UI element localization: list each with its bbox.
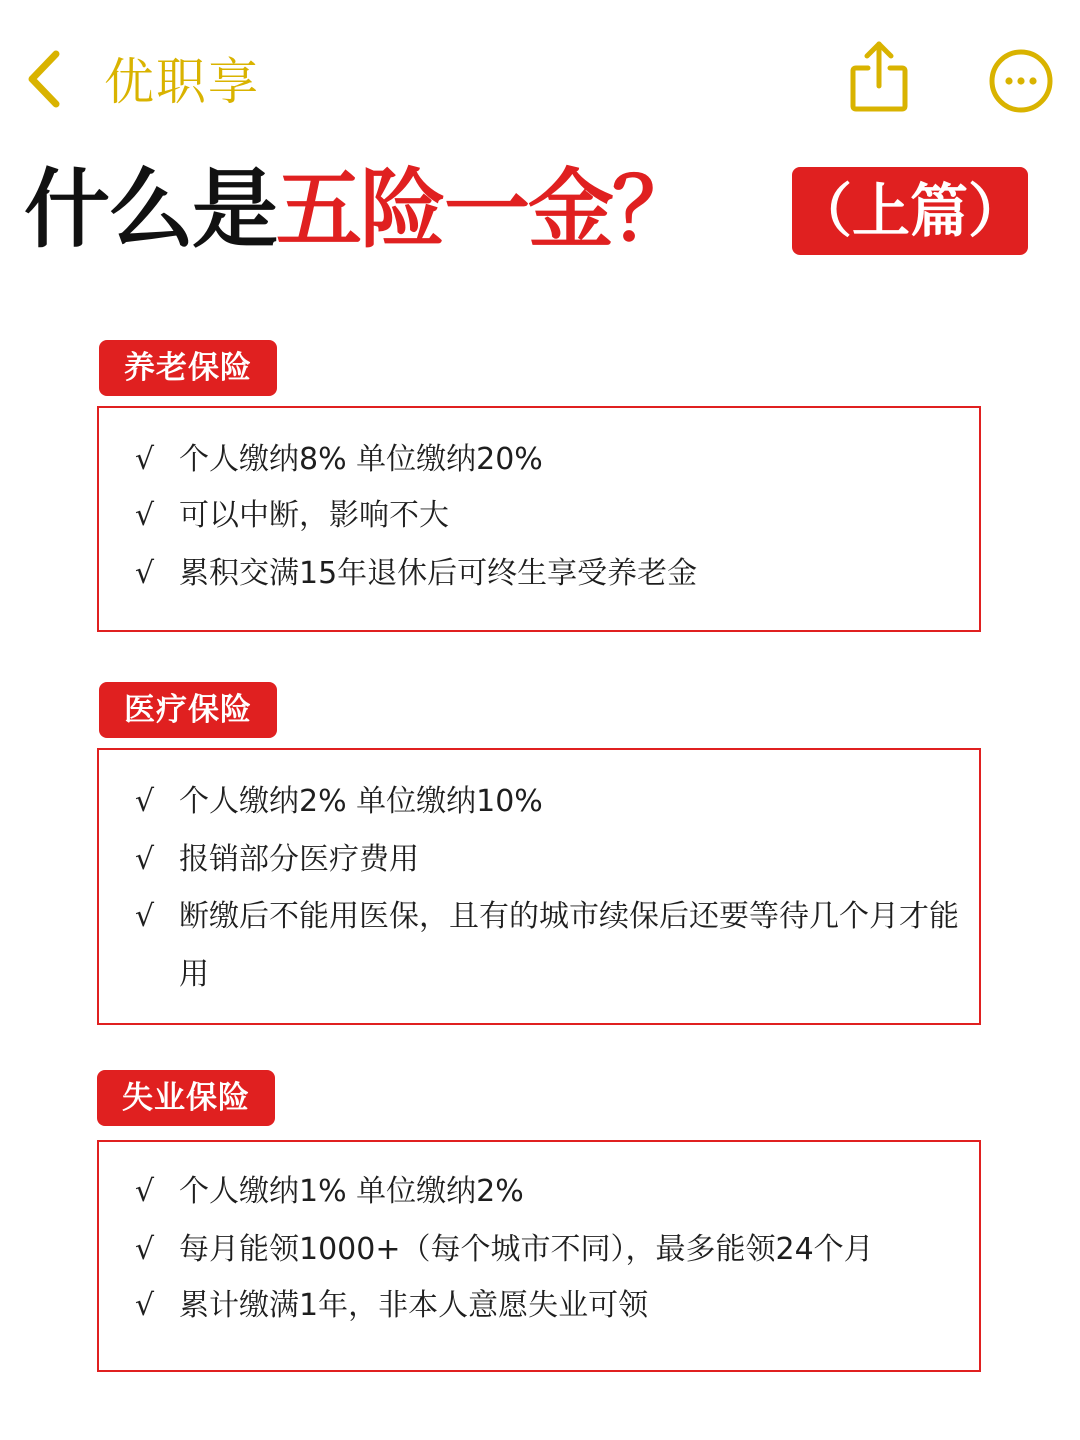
list-item-text: 断缴后不能用医保，且有的城市续保后还要等待几个月才能用 (179, 899, 959, 992)
list-item-text: 每月能领1000+（每个城市不同），最多能领24个月 (179, 1232, 874, 1267)
check-icon: √ (135, 442, 155, 477)
check-icon: √ (135, 842, 155, 877)
list-item-text: 报销部分医疗费用 (179, 842, 419, 877)
section-box-pension (97, 406, 981, 632)
check-icon: √ (135, 498, 155, 533)
share-icon (848, 38, 910, 114)
more-horizontal-icon (988, 48, 1054, 114)
check-icon: √ (135, 556, 155, 591)
check-icon: √ (135, 1174, 155, 1209)
top-nav-bar (0, 0, 1080, 150)
check-icon: √ (135, 784, 155, 819)
check-icon: √ (135, 1288, 155, 1323)
back-button[interactable] (22, 46, 72, 112)
section-tag-unemployment: 失业保险 (97, 1070, 275, 1126)
check-icon: √ (135, 899, 155, 934)
page-headline (24, 156, 696, 264)
more-button[interactable] (988, 48, 1054, 114)
headline-part-badge: （上篇） (792, 167, 1028, 255)
section-tag-pension: 养老保险 (99, 340, 277, 396)
app-title: 优职享 (104, 53, 260, 111)
list-item-text: 累计缴满1年，非本人意愿失业可领 (179, 1288, 649, 1323)
list-item-text: 累积交满15年退休后可终生享受养老金 (179, 556, 698, 591)
headline-red-part: 五险一金？ (276, 160, 696, 260)
list-item (135, 888, 975, 1006)
section-box-unemployment (97, 1140, 981, 1372)
check-icon: √ (135, 1232, 155, 1267)
headline-black-part: 什么是 (24, 160, 276, 260)
list-item-text: 个人缴纳1% 单位缴纳2% (179, 1174, 524, 1209)
list-item-text: 个人缴纳8% 单位缴纳20% (179, 442, 543, 477)
section-box-medical (97, 748, 981, 1025)
section-tag-medical: 医疗保险 (99, 682, 277, 738)
share-button[interactable] (848, 38, 910, 114)
list-item-text: 可以中断，影响不大 (179, 498, 449, 533)
list-item-text: 个人缴纳2% 单位缴纳10% (179, 784, 543, 819)
chevron-left-icon (22, 46, 72, 112)
